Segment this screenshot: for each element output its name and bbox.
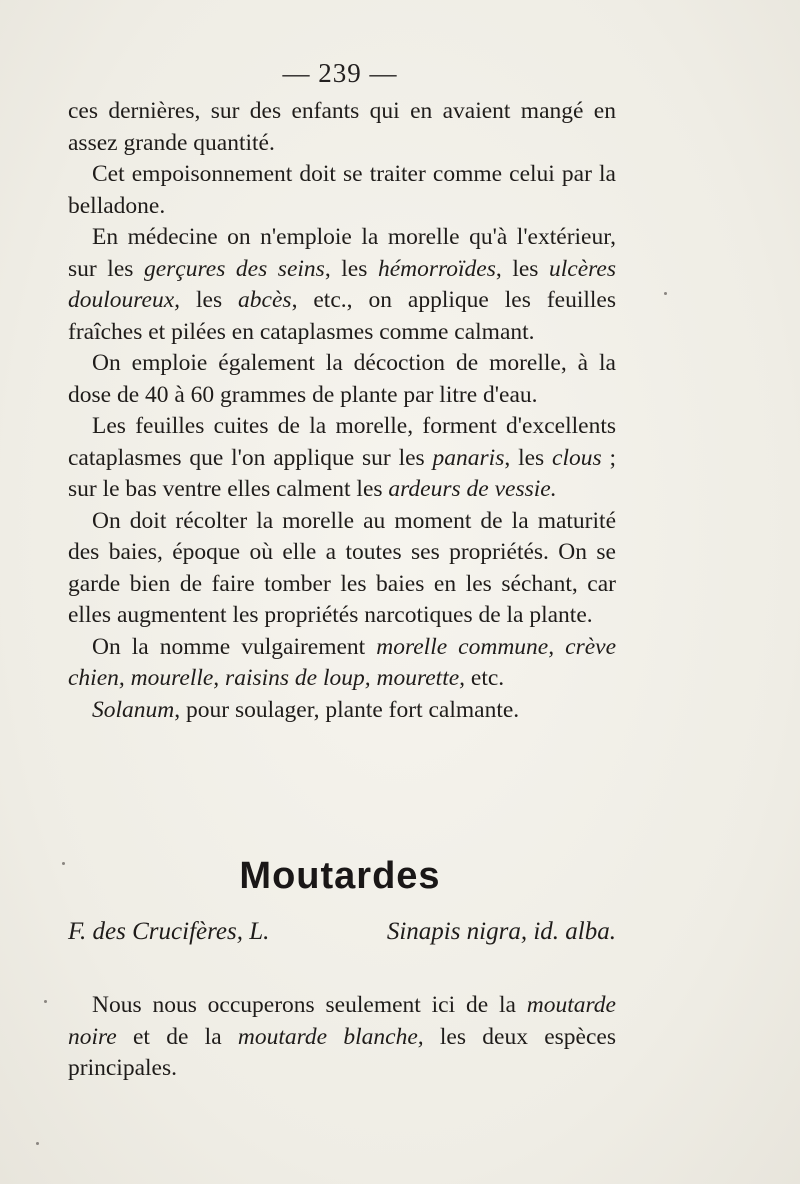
- text-run: , les: [504, 444, 553, 471]
- section-body: [68, 990, 616, 1085]
- text-run: On la nomme vulgairement: [92, 633, 377, 660]
- italic-text: moutarde noire: [68, 992, 616, 1050]
- family-name: F. des Crucifères, L.: [68, 918, 270, 945]
- italic-text: hémorroïdes: [377, 255, 496, 282]
- text-run: , les: [324, 255, 378, 282]
- italic-text: clous: [552, 444, 602, 471]
- italic-text: moutarde blanche,: [237, 1023, 424, 1050]
- text-run: En médecine on n'emploie la morelle qu'à l'extérieur, sur les: [68, 224, 616, 282]
- paragraph: [68, 990, 616, 1085]
- paragraph: [68, 96, 616, 159]
- text-run: ces dernières, sur des enfants qui en avaient mangé en assez grande quantité.: [68, 98, 616, 156]
- paper-speck: [62, 862, 65, 865]
- paper-speck: [44, 1000, 47, 1003]
- text-run: ; sur le bas ventre elles calment les: [68, 444, 617, 502]
- paper-speck: [36, 1142, 39, 1145]
- page-number: — 239 —: [282, 58, 398, 88]
- text-run: On emploie également la décoction de morelle, à la dose de 40 à 60 grammes de plante par litre d'eau.: [68, 350, 616, 408]
- text-run: , pour soulager, plante fort calmante.: [174, 696, 520, 723]
- text-run: les deux espèces principales.: [68, 1023, 616, 1081]
- text-run: , les: [495, 255, 549, 282]
- species-name: Sinapis nigra, id. alba.: [386, 918, 616, 945]
- paragraph: [68, 222, 616, 348]
- text-run: les: [180, 287, 239, 313]
- paragraph: [68, 632, 616, 695]
- text-run: Cet empoisonnement doit se traiter comme celui par la belladone.: [68, 161, 616, 219]
- text-run: etc.: [465, 665, 505, 691]
- italic-text: gerçures des seins: [143, 255, 325, 282]
- botanical-family-line: [68, 918, 616, 946]
- paragraph: [68, 506, 616, 632]
- text-run: Nous nous occuperons seulement ici de la: [92, 992, 527, 1018]
- text-run: , etc., on applique les feuilles fraîches et pilées en cataplasmes comme calmant.: [68, 287, 616, 345]
- paragraph: [68, 695, 616, 727]
- italic-text: panaris: [432, 444, 505, 471]
- body-text: [68, 96, 616, 726]
- italic-text: ardeurs de vessie.: [388, 476, 557, 502]
- text-run: Les feuilles cuites de la morelle, forment d'excellents cataplasmes que l'on applique sur les: [68, 413, 616, 471]
- paper-speck: [664, 292, 667, 295]
- paragraph: [68, 159, 616, 222]
- italic-text: Solanum: [92, 696, 175, 723]
- italic-text: ulcères douloureux,: [68, 255, 616, 313]
- text-run: On doit récolter la morelle au moment de la maturité des baies, époque où elle a toutes ses propriétés. On se garde bien de faire tomber les baies en les séchant, car elles augmentent les propriétés narcotiques de la plante.: [68, 507, 616, 628]
- italic-text: morelle commune, crève chien, mourelle, raisins de loup, mourette,: [68, 633, 616, 691]
- text-run: et de la: [116, 1023, 238, 1050]
- italic-text: abcès: [238, 287, 292, 313]
- paragraph: [68, 411, 616, 506]
- section-title: Moutardes: [239, 855, 441, 897]
- paragraph: [68, 348, 616, 411]
